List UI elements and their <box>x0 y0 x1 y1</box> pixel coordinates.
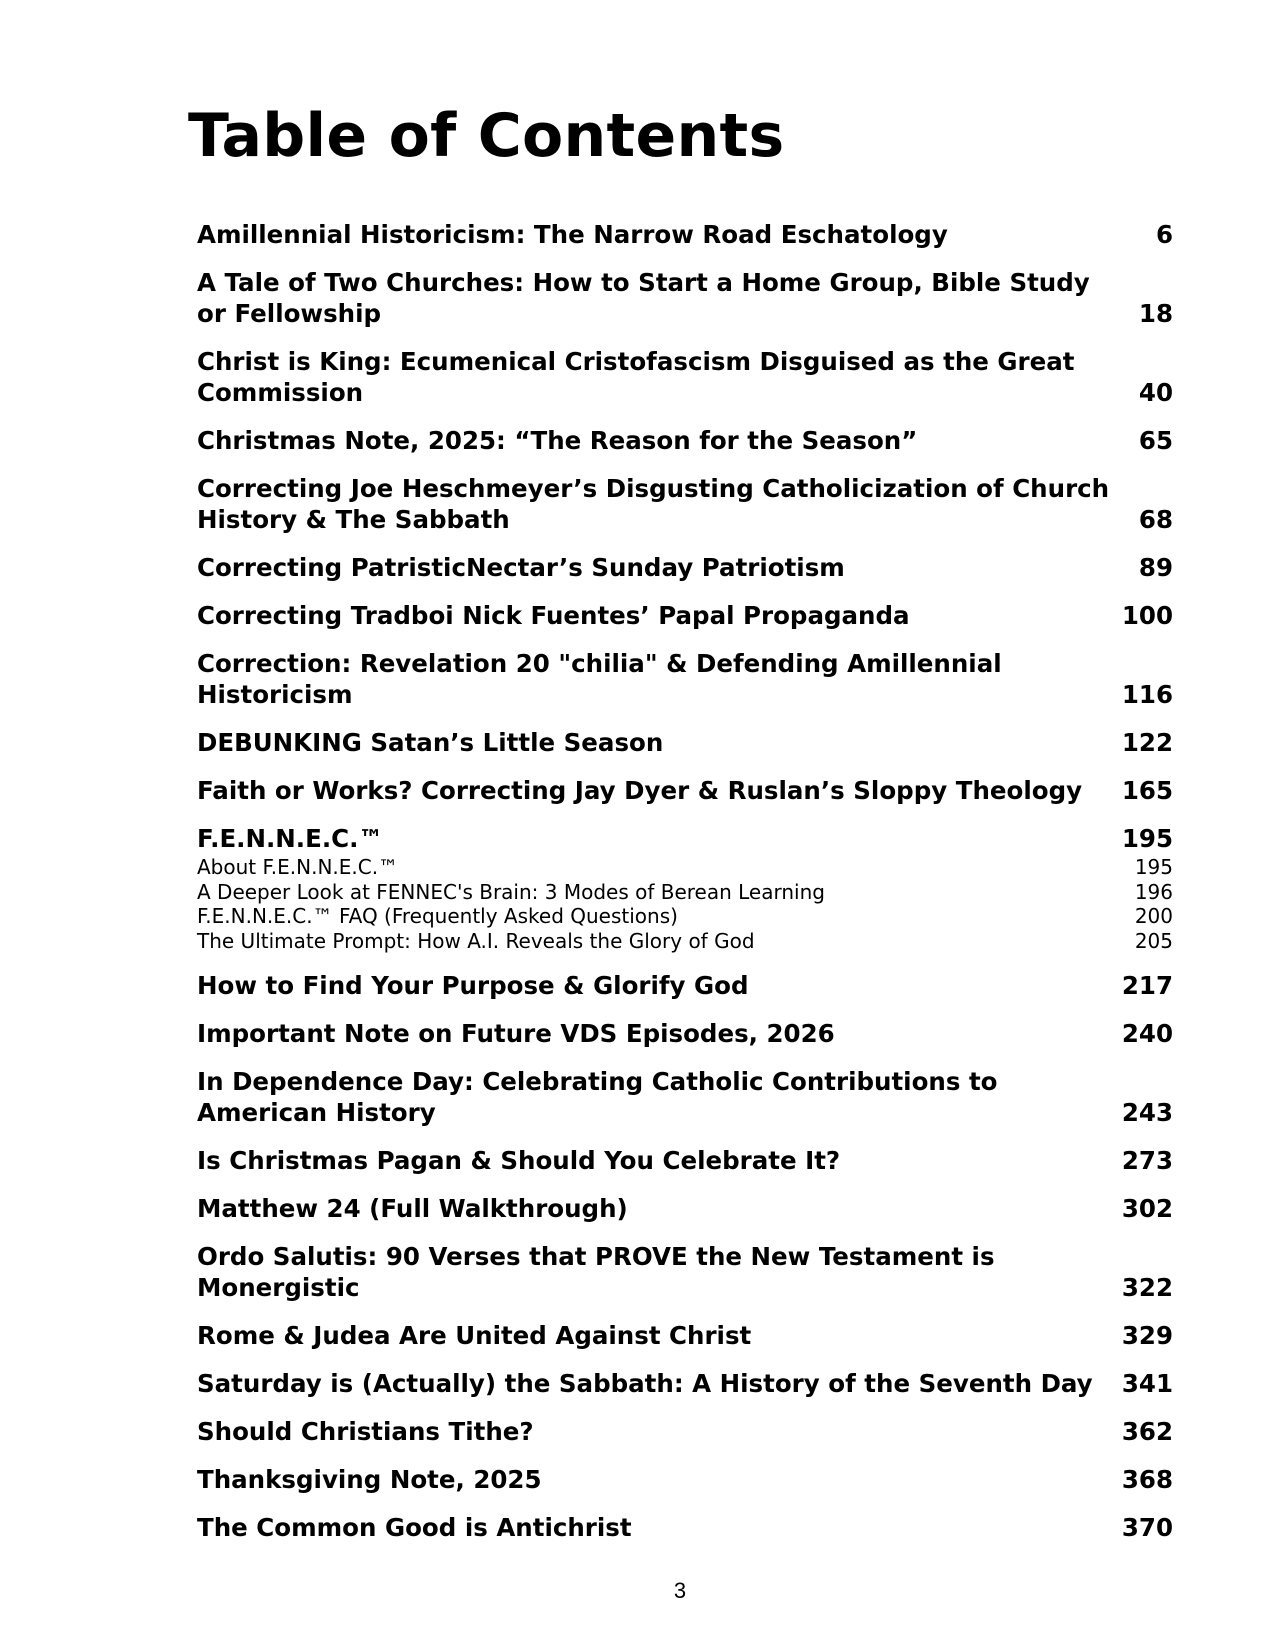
toc-entry[interactable] <box>197 1368 1173 1399</box>
toc-subentry-page: 200 <box>1134 904 1173 928</box>
toc-entry-page: 195 <box>1121 824 1173 853</box>
toc-entry-page: 302 <box>1121 1194 1173 1223</box>
toc-subentries <box>197 855 1173 953</box>
toc-entry-page: 40 <box>1138 378 1173 407</box>
toc-entry-title: Correction: Revelation 20 "chilia" & Defending Amillennial Historicism <box>197 649 1002 709</box>
toc-entry-page: 89 <box>1138 553 1173 582</box>
toc-entry-title: Christmas Note, 2025: “The Reason for the Season” <box>197 426 918 455</box>
toc-entry[interactable] <box>197 970 1173 1001</box>
toc-entry-page: 273 <box>1121 1146 1173 1175</box>
toc-entry[interactable] <box>197 1066 1173 1128</box>
toc-subentry-title: About F.E.N.N.E.C.™ <box>197 855 399 879</box>
toc-entry[interactable] <box>197 1512 1173 1543</box>
toc-entry-fennec[interactable] <box>197 823 1173 953</box>
toc-entry-page: 240 <box>1121 1019 1173 1048</box>
page-number: 3 <box>673 1578 687 1603</box>
toc-entry-title: F.E.N.N.E.C.™ <box>197 824 383 853</box>
page-title: Table of Contents <box>188 101 785 171</box>
toc-entry-title: Correcting PatristicNectar’s Sunday Patriotism <box>197 553 845 582</box>
toc-entry-title: A Tale of Two Churches: How to Start a Home Group, Bible Study or Fellowship <box>197 268 1090 328</box>
toc-entry[interactable] <box>197 219 1173 250</box>
toc-entry[interactable] <box>197 425 1173 456</box>
toc-entry[interactable] <box>197 552 1173 583</box>
toc-entry-title: Saturday is (Actually) the Sabbath: A History of the Seventh Day <box>197 1369 1093 1398</box>
toc-entry[interactable] <box>197 1193 1173 1224</box>
toc-entry-page: 329 <box>1121 1321 1173 1350</box>
toc-subentry-page: 196 <box>1134 879 1173 904</box>
toc-entry-title: Matthew 24 (Full Walkthrough) <box>197 1194 628 1223</box>
toc-entry-title: Thanksgiving Note, 2025 <box>197 1465 542 1494</box>
toc-entry-page: 6 <box>1155 220 1173 249</box>
toc-entry-page: 100 <box>1121 601 1173 630</box>
toc-entry-page: 217 <box>1121 971 1173 1000</box>
toc-subentry[interactable] <box>197 929 1173 954</box>
toc-entry-title: DEBUNKING Satan’s Little Season <box>197 728 664 757</box>
toc-entry-page: 18 <box>1138 299 1173 328</box>
toc-entry-page: 68 <box>1138 505 1173 534</box>
toc-subentry-page: 195 <box>1134 855 1173 879</box>
toc-entry-page: 243 <box>1121 1098 1173 1127</box>
toc-entry-title: Christ is King: Ecumenical Cristofascism Disguised as the Great Commission <box>197 347 1075 407</box>
toc-entry-page: 116 <box>1121 680 1173 709</box>
toc-entry-title: Important Note on Future VDS Episodes, 2026 <box>197 1019 835 1048</box>
toc-entry[interactable] <box>197 775 1173 806</box>
toc-entry[interactable] <box>197 267 1173 329</box>
toc-entry[interactable] <box>197 648 1173 710</box>
toc-entry-title: How to Find Your Purpose & Glorify God <box>197 971 749 1000</box>
toc-entry-page: 370 <box>1121 1513 1173 1542</box>
toc-subentry-title: F.E.N.N.E.C.™ FAQ (Frequently Asked Questions) <box>197 904 678 928</box>
toc-entry-title: Is Christmas Pagan & Should You Celebrate It? <box>197 1146 841 1175</box>
toc-entry[interactable] <box>197 600 1173 631</box>
toc-entry-title: Ordo Salutis: 90 Verses that PROVE the New Testament is Monergistic <box>197 1242 995 1302</box>
toc-list <box>197 219 1173 1560</box>
toc-subentry[interactable] <box>197 880 1173 905</box>
toc-entry[interactable] <box>197 727 1173 758</box>
toc-entry-title: In Dependence Day: Celebrating Catholic Contributions to American History <box>197 1067 998 1127</box>
toc-entry-title: Amillennial Historicism: The Narrow Road Eschatology <box>197 220 948 249</box>
toc-subentry[interactable] <box>197 904 1173 929</box>
toc-subentry-title: A Deeper Look at FENNEC's Brain: 3 Modes of Berean Learning <box>197 879 825 904</box>
toc-subentry[interactable] <box>197 855 1173 880</box>
toc-entry-page: 65 <box>1138 426 1173 455</box>
toc-entry-title: Correcting Tradboi Nick Fuentes’ Papal Propaganda <box>197 601 910 630</box>
toc-entry-page: 122 <box>1121 728 1173 757</box>
toc-subentry-title: The Ultimate Prompt: How A.I. Reveals the Glory of God <box>197 928 755 953</box>
toc-entry[interactable] <box>197 1241 1173 1303</box>
toc-entry[interactable] <box>197 1320 1173 1351</box>
toc-entry[interactable] <box>197 473 1173 535</box>
toc-subentry-page: 205 <box>1134 928 1173 953</box>
toc-entry-title: Should Christians Tithe? <box>197 1417 534 1446</box>
toc-entry-page: 322 <box>1121 1273 1173 1302</box>
toc-entry[interactable] <box>197 1018 1173 1049</box>
toc-entry-page: 368 <box>1121 1465 1173 1494</box>
toc-entry-title: Correcting Joe Heschmeyer’s Disgusting Catholicization of Church History & The Sabbath <box>197 474 1110 534</box>
toc-entry[interactable] <box>197 1464 1173 1495</box>
toc-entry[interactable] <box>197 1416 1173 1447</box>
toc-entry-page: 341 <box>1121 1369 1173 1398</box>
toc-entry-title: The Common Good is Antichrist <box>197 1513 632 1542</box>
toc-entry-page: 165 <box>1121 776 1173 805</box>
toc-entry[interactable] <box>197 346 1173 408</box>
toc-entry-page: 362 <box>1121 1417 1173 1446</box>
toc-entry-title: Rome & Judea Are United Against Christ <box>197 1321 752 1350</box>
toc-entry-title: Faith or Works? Correcting Jay Dyer & Ruslan’s Sloppy Theology <box>197 776 1083 805</box>
toc-entry[interactable] <box>197 1145 1173 1176</box>
